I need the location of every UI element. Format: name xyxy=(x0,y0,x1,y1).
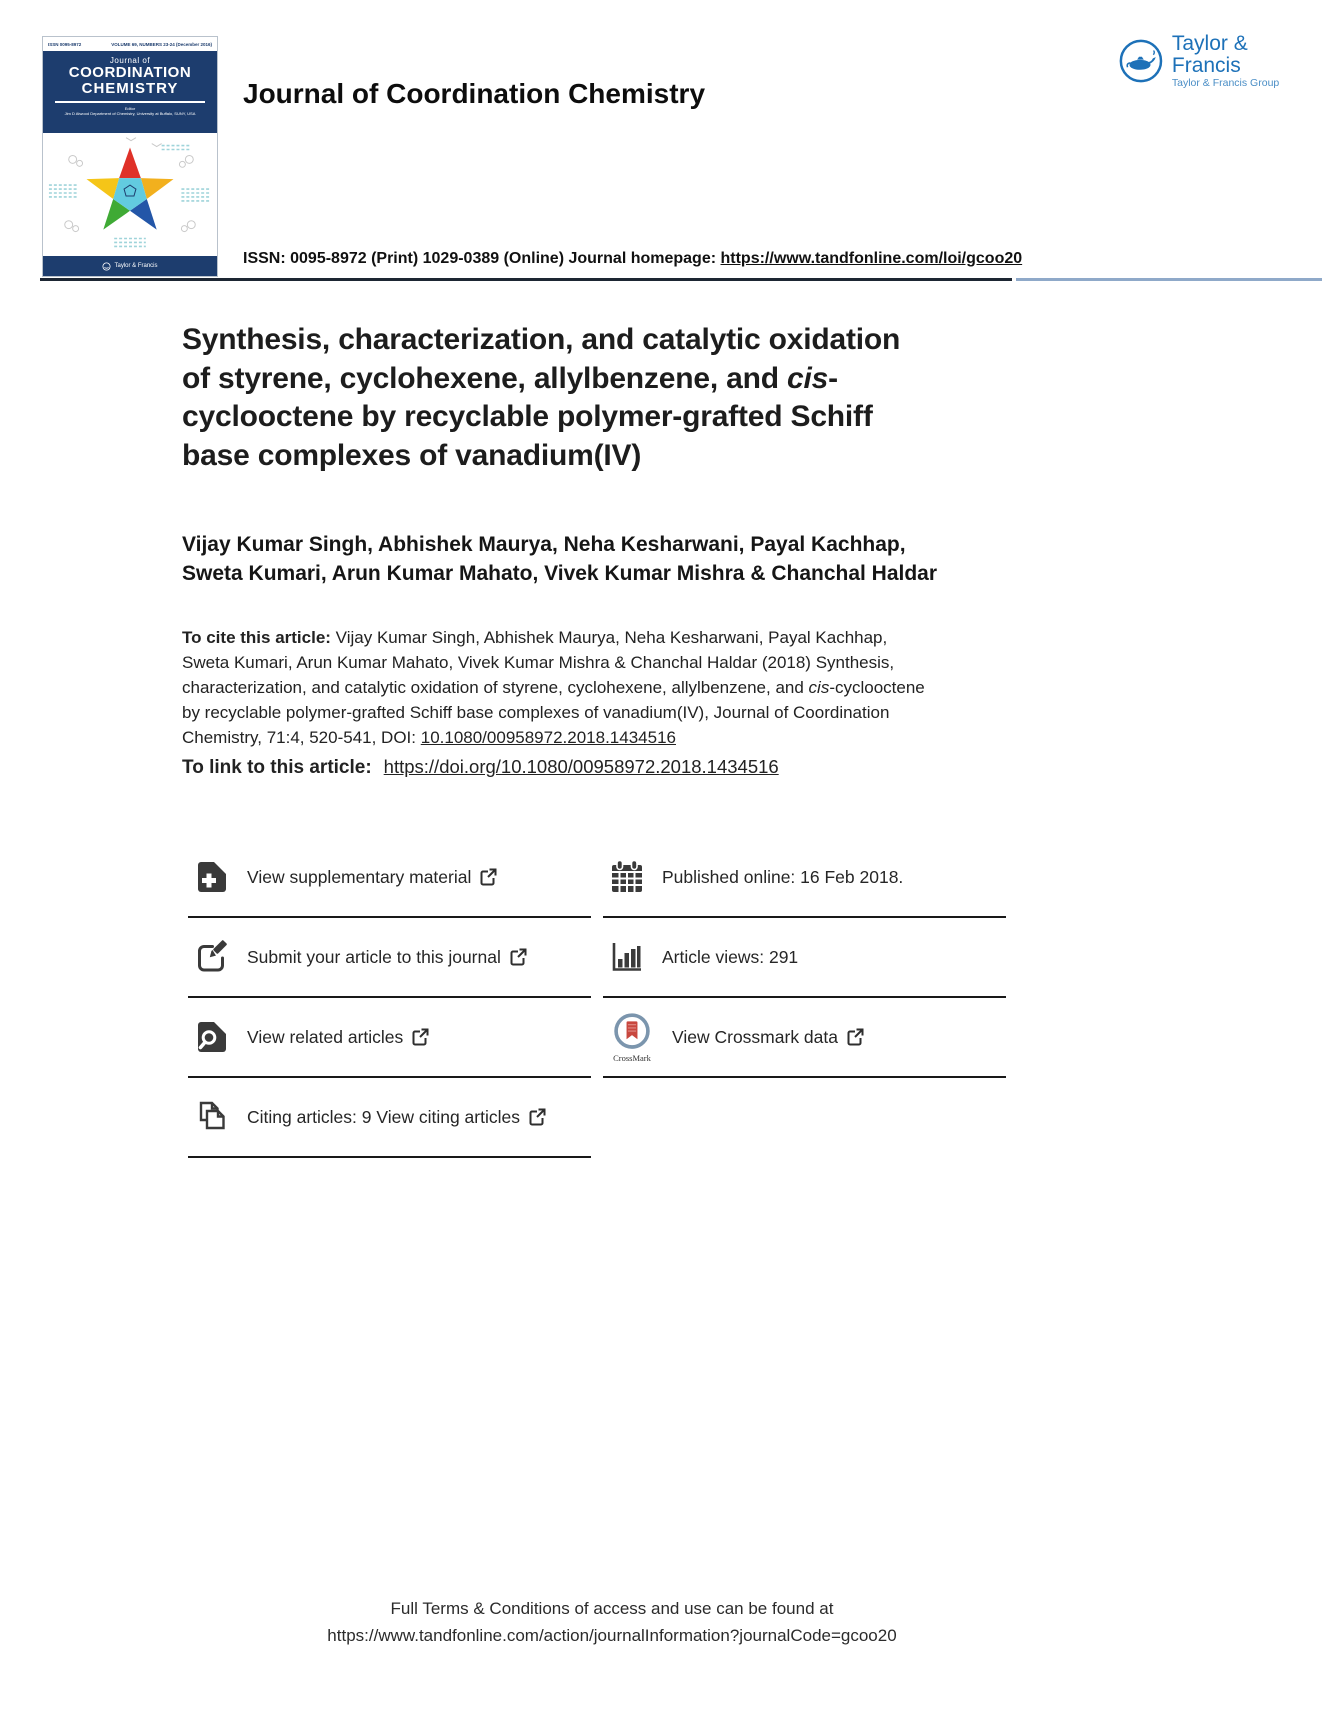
submit-article-link[interactable] xyxy=(188,918,591,998)
article-doi-url-link[interactable]: https://doi.org/10.1080/00958972.2018.1434516 xyxy=(383,756,779,777)
article-views-chart-icon xyxy=(609,939,645,975)
article-title-line3: cyclooctene by recyclable polymer-grafted Schiff xyxy=(182,400,873,433)
article-title-line2: of styrene, cyclohexene, allylbenzene, and cis- xyxy=(182,361,838,395)
cover-issn-volume xyxy=(43,37,217,51)
publisher-group: Taylor & Francis Group xyxy=(1171,77,1280,89)
external-link-icon xyxy=(478,867,498,887)
cover-editor-line: Jim D Atwood Department of Chemistry, University at Buffalo, SUNY, USA xyxy=(64,111,196,116)
cover-volume: VOLUME 69, NUMBERS 23-24 (December 2016) xyxy=(111,41,212,47)
cover-divider xyxy=(55,101,205,103)
citing-articles-label: Citing articles: 9 View citing articles xyxy=(247,1106,520,1127)
terms-line: Full Terms & Conditions of access and use can be found at xyxy=(390,1599,834,1618)
view-crossmark-data-link[interactable] xyxy=(603,998,1006,1078)
citation-line4: by recyclable polymer-grafted Schiff base complexes of vanadium(IV), Journal of Coordination xyxy=(182,703,890,722)
tf-lamp-icon xyxy=(1118,38,1164,84)
external-link-icon xyxy=(410,1027,430,1047)
external-link-icon xyxy=(508,947,528,967)
citation-line2: Sweta Kumari, Arun Kumar Mahato, Vivek Kumar Mishra & Chanchal Haldar (2018) Synthesis, xyxy=(182,653,895,672)
link-label: To link to this article: xyxy=(182,757,372,778)
article-views-label: Article views: 291 xyxy=(662,946,799,967)
calendar-icon xyxy=(609,859,645,895)
issn-label: ISSN: 0095-8972 (Print) 1029-0389 (Online) Journal homepage: xyxy=(243,250,721,267)
citation-line3: characterization, and catalytic oxidation of styrene, cyclohexene, allylbenzene, and cis-cyclooctene xyxy=(182,678,925,697)
issn-homepage-line xyxy=(243,250,1022,268)
journal-homepage-link[interactable]: https://www.tandfonline.com/loi/gcoo20 xyxy=(720,250,1023,267)
terms-url[interactable]: https://www.tandfonline.com/action/journalInformation?journalCode=gcoo20 xyxy=(327,1626,897,1645)
view-supplementary-material-link[interactable] xyxy=(188,838,591,918)
submit-pencil-icon xyxy=(194,939,230,975)
publisher-logo xyxy=(1118,33,1322,89)
article-views-row xyxy=(603,918,1006,998)
supplementary-material-icon xyxy=(194,859,230,895)
authors-line1: Vijay Kumar Singh, Abhishek Maurya, Neha Kesharwani, Payal Kachhap, xyxy=(182,533,906,556)
cover-issn: ISSN 0095-8972 xyxy=(48,41,82,47)
cover-title-line2: CHEMISTRY xyxy=(81,80,179,97)
article-title-line4: base complexes of vanadium(IV) xyxy=(182,438,642,472)
external-link-icon xyxy=(527,1107,547,1127)
external-link-icon xyxy=(845,1027,865,1047)
view-related-articles-link[interactable] xyxy=(188,998,591,1078)
journal-cover xyxy=(42,36,218,277)
cover-masthead xyxy=(43,51,217,133)
cover-star-graphic xyxy=(43,133,217,255)
cover-journal-of: Journal of xyxy=(109,56,151,65)
supplementary-label: View supplementary material xyxy=(247,866,472,887)
terms-footer xyxy=(182,1595,1042,1649)
citing-articles-icon xyxy=(194,1099,230,1135)
cover-publisher-label: Taylor & Francis xyxy=(114,263,158,269)
published-online-row xyxy=(603,838,1006,918)
authors-line2: Sweta Kumari, Arun Kumar Mahato, Vivek Kumar Mishra & Chanchal Haldar xyxy=(182,562,938,585)
crossmark-logo xyxy=(609,1012,655,1063)
citation-line1: To cite this article: Vijay Kumar Singh, Abhishek Maurya, Neha Kesharwani, Payal Kachhap, xyxy=(182,628,888,647)
doi-link[interactable]: 10.1080/00958972.2018.1434516 xyxy=(420,728,676,747)
related-articles-label: View related articles xyxy=(247,1026,404,1047)
citation-line5: Chemistry, 71:4, 520-541, DOI: 10.1080/00958972.2018.1434516 xyxy=(182,728,676,747)
article-title-line1: Synthesis, characterization, and catalytic oxidation xyxy=(182,323,901,356)
crossmark-caption: CrossMark xyxy=(613,1052,651,1063)
citation-block xyxy=(182,625,1028,750)
link-to-article-line xyxy=(182,756,779,779)
submit-article-label: Submit your article to this journal xyxy=(247,946,501,967)
related-articles-search-icon xyxy=(194,1019,230,1055)
publisher-name: Taylor & Francis xyxy=(1171,32,1248,77)
cover-title-line1: COORDINATION xyxy=(68,64,192,81)
header-rule-light xyxy=(1016,278,1322,281)
action-links xyxy=(188,838,1006,1158)
citing-articles-link[interactable] xyxy=(188,1078,591,1158)
crossmark-icon xyxy=(612,1012,652,1052)
published-online-label: Published online: 16 Feb 2018. xyxy=(662,866,904,887)
article-title xyxy=(182,321,1042,475)
cover-publisher-logo-icon xyxy=(102,262,111,271)
cover-editor-label: Editor xyxy=(124,106,136,111)
header-rule-dark xyxy=(40,278,1012,281)
journal-title: Journal of Coordination Chemistry xyxy=(243,78,706,109)
cover-publisher-strip xyxy=(43,256,217,276)
author-list xyxy=(182,530,1042,588)
crossmark-label: View Crossmark data xyxy=(672,1026,838,1047)
